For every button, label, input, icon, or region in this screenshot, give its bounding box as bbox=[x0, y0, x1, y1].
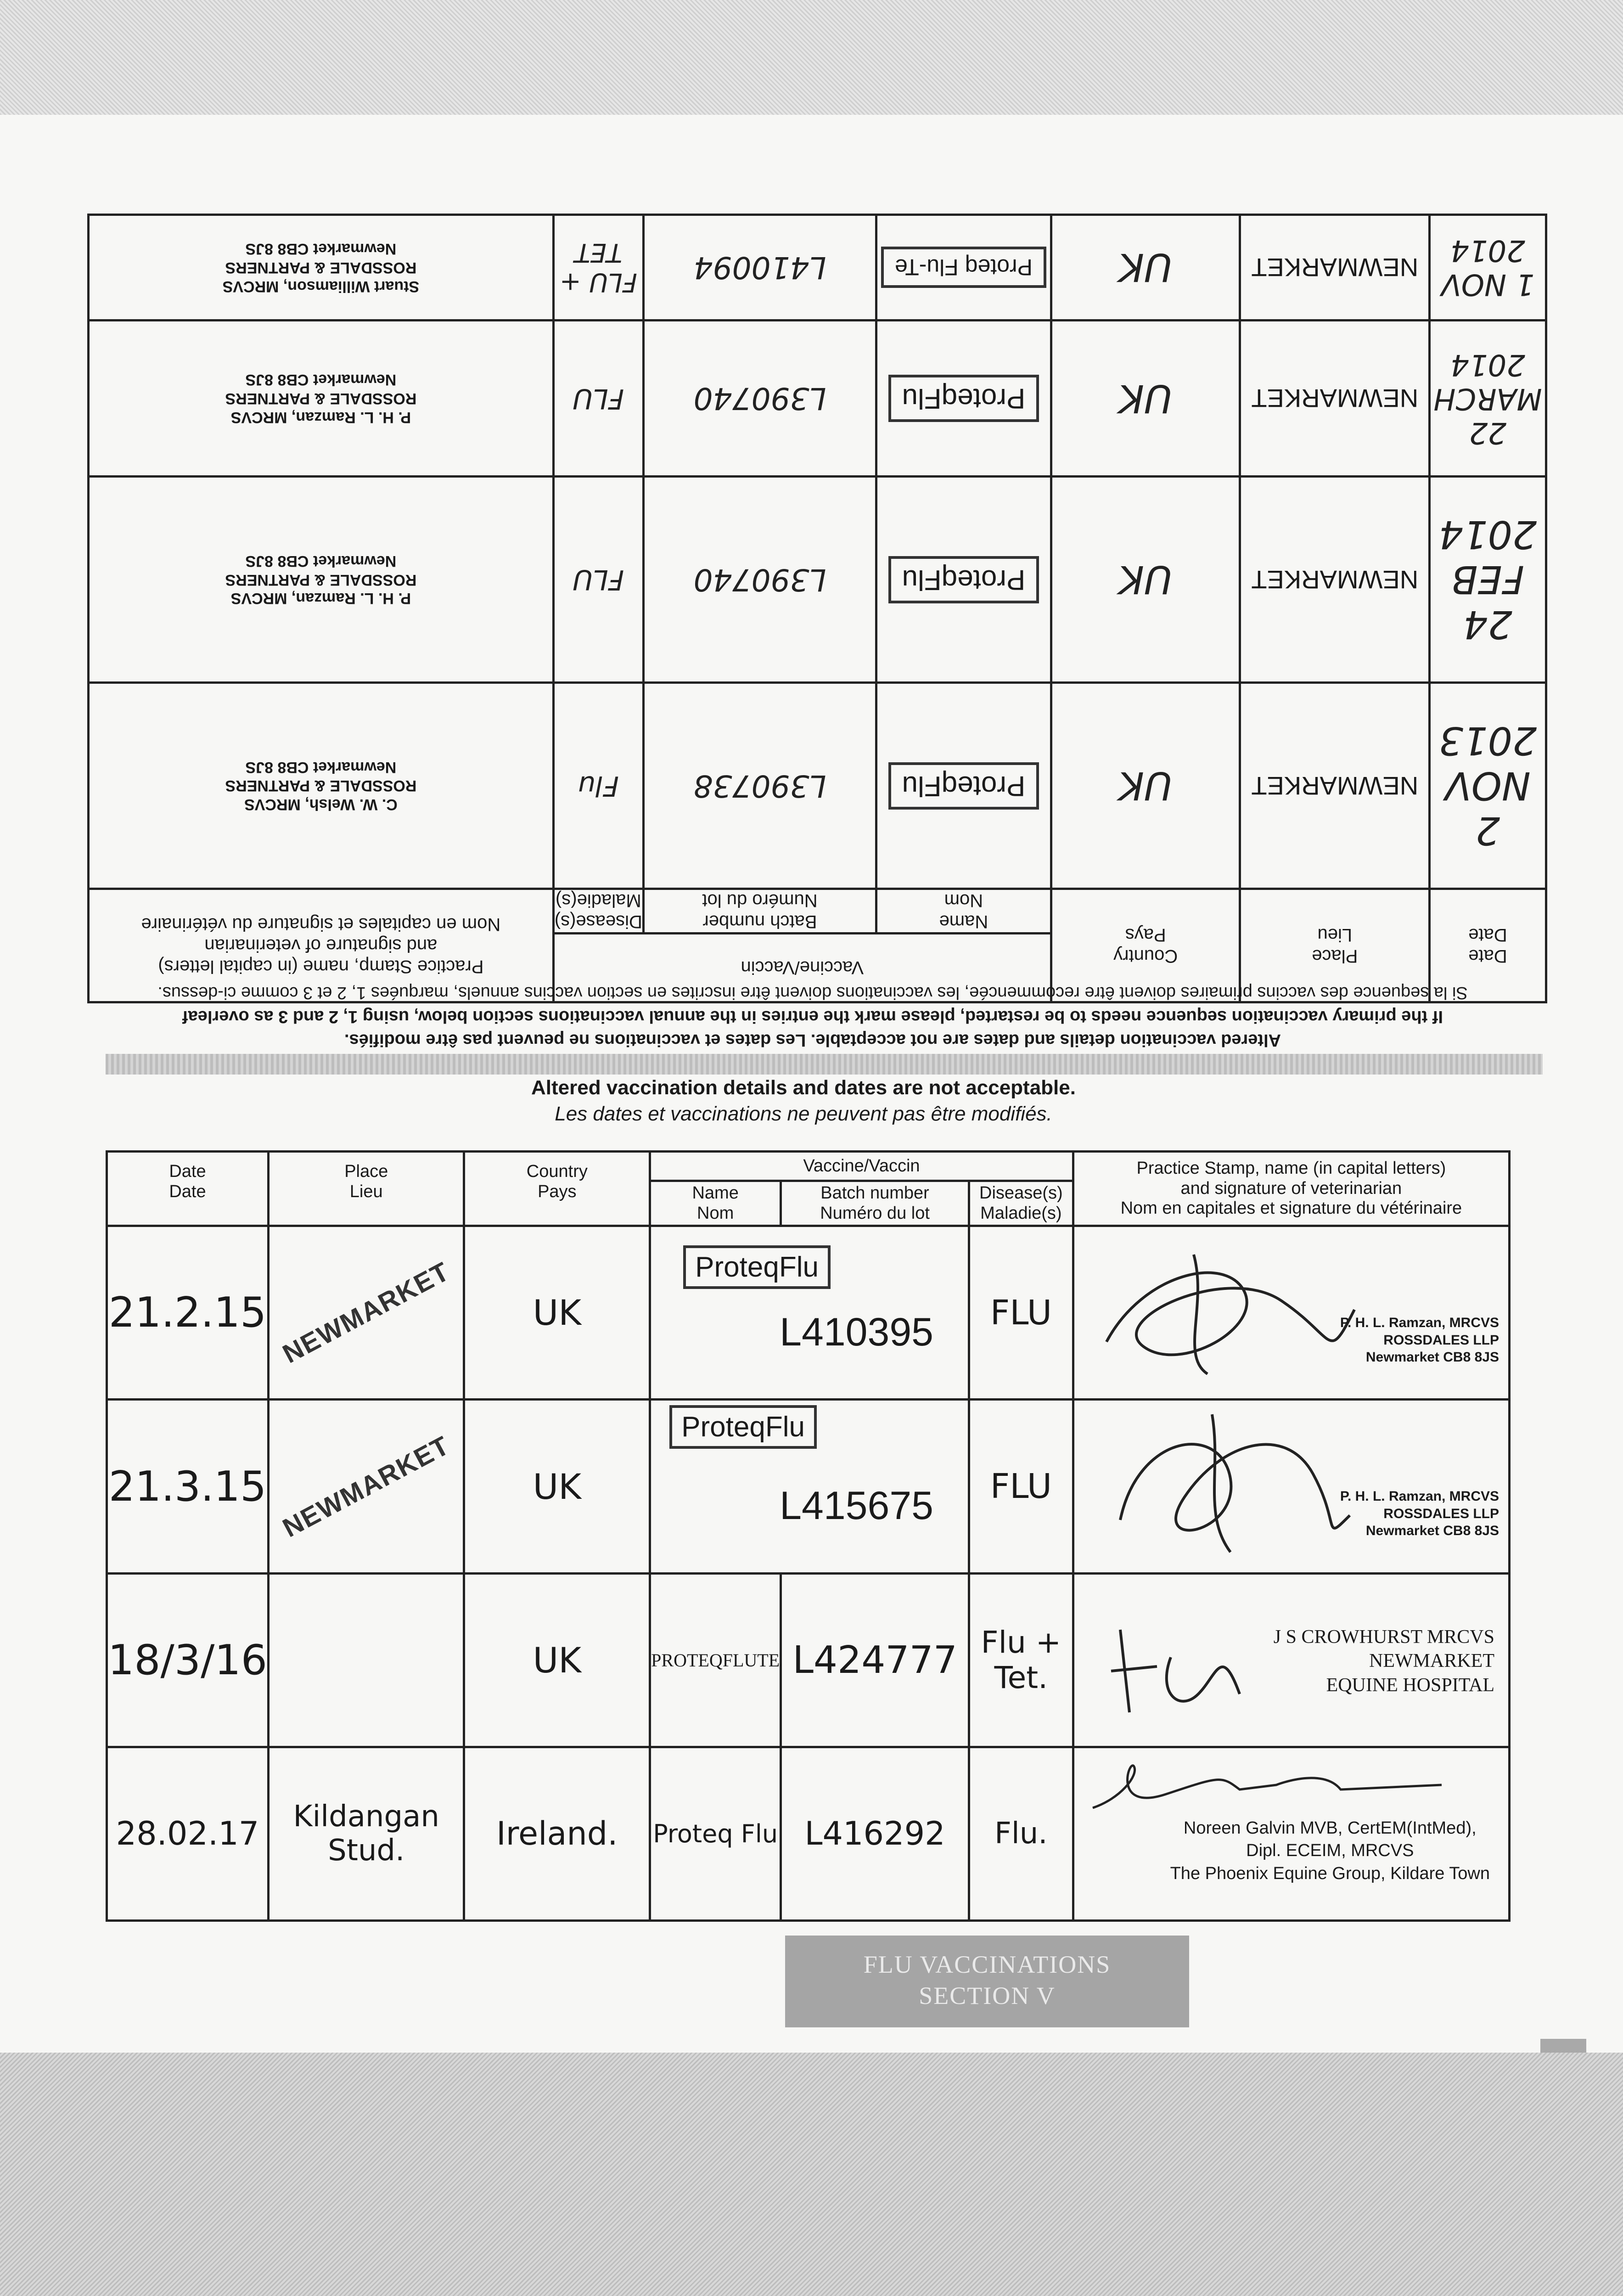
vet-stamp-text: J S CROWHURST MRCVS NEWMARKET EQUINE HOSPITAL bbox=[1273, 1626, 1494, 1696]
row-name: ProteqFlu bbox=[683, 1245, 831, 1289]
row-country: UK bbox=[464, 1400, 650, 1573]
vet-signature-icon bbox=[1102, 1602, 1267, 1722]
flipped-disease: FLU bbox=[553, 477, 643, 683]
flipped-vet-stamp: C. W. Welsh, MRCVS ROSSDALE & PARTNERS Newmarket CB8 8JS bbox=[89, 683, 554, 889]
row-batch: L416292 bbox=[781, 1747, 969, 1920]
flipped-row-2 bbox=[89, 320, 1546, 477]
row-date: 21.3.15 bbox=[107, 1400, 269, 1573]
flipped-vet-stamp: P. H. L. Ramzan, MRCVS ROSSDALE & PARTNERS Newmarket CB8 8JS bbox=[89, 320, 554, 477]
flipped-name: ProteqFlu bbox=[876, 683, 1051, 889]
flipped-country: UK bbox=[1051, 320, 1240, 477]
vet-stamp-text: P. H. L. Ramzan, MRCVS ROSSDALES LLP Newmarket CB8 8JS bbox=[1340, 1315, 1499, 1365]
row-vet bbox=[1073, 1400, 1509, 1573]
flipped-disease: FLU + TET bbox=[553, 215, 643, 321]
flipped-header-vaccine: Vaccine/Vaccin bbox=[553, 934, 1051, 1002]
row-date: 28.02.17 bbox=[107, 1747, 269, 1920]
header-name: Name Nom bbox=[650, 1181, 781, 1226]
alteration-notice bbox=[138, 1075, 1469, 1127]
row-place: NEWMARKET bbox=[268, 1400, 464, 1573]
flipped-disease: FLU bbox=[553, 320, 643, 477]
header-batch: Batch number Numéro du lot bbox=[781, 1181, 969, 1226]
flipped-place: NEWMARKET bbox=[1240, 477, 1430, 683]
flipped-header-place: Place Lieu bbox=[1240, 889, 1430, 1002]
flipped-date: 22 MARCH 2014 bbox=[1430, 320, 1546, 477]
flipped-notice-line1: Altered vaccination details and dates are not acceptable. Les dates et vaccinations ne peuvent pas être modifiés. bbox=[344, 1030, 1281, 1050]
scan-border-bottom bbox=[0, 2053, 1623, 2296]
vaccination-row bbox=[107, 1747, 1510, 1920]
flipped-notice bbox=[83, 969, 1543, 1052]
flipped-date: 24 FEB 2014 bbox=[1430, 477, 1546, 683]
flipped-batch: L390738 bbox=[643, 683, 876, 889]
flipped-row-1 bbox=[89, 215, 1546, 321]
section-label-line1: FLU VACCINATIONS bbox=[863, 1951, 1111, 1978]
row-place: Kildangan Stud. bbox=[268, 1747, 464, 1920]
row-date: 21.2.15 bbox=[107, 1226, 269, 1400]
section-label bbox=[785, 1936, 1189, 2027]
row-vet bbox=[1073, 1226, 1509, 1400]
flipped-place: NEWMARKET bbox=[1240, 215, 1430, 321]
flu-vaccination-table bbox=[106, 1150, 1511, 1922]
flipped-header-batch: Batch number Numéro du lot bbox=[643, 889, 876, 934]
flipped-country: UK bbox=[1051, 477, 1240, 683]
row-name: Proteq Flu bbox=[650, 1747, 781, 1920]
row-vet bbox=[1073, 1573, 1509, 1747]
flipped-table-rows bbox=[87, 214, 1547, 1003]
row-disease: FLU bbox=[969, 1400, 1073, 1573]
flipped-row-3 bbox=[89, 477, 1546, 683]
row-disease: FLU bbox=[969, 1226, 1073, 1400]
row-country: UK bbox=[464, 1226, 650, 1400]
row-name-batch bbox=[650, 1400, 969, 1573]
flipped-name: ProteqFlu bbox=[876, 477, 1051, 683]
flipped-country: UK bbox=[1051, 215, 1240, 321]
row-batch: L410395 bbox=[780, 1310, 933, 1355]
header-date: Date Date bbox=[107, 1152, 269, 1226]
notice-line-en: Altered vaccination details and dates are not acceptable. bbox=[531, 1076, 1076, 1099]
row-name-batch bbox=[650, 1226, 969, 1400]
header-place: Place Lieu bbox=[268, 1152, 464, 1226]
flipped-vet-stamp: P. H. L. Ramzan, MRCVS ROSSDALE & PARTNERS Newmarket CB8 8JS bbox=[89, 477, 554, 683]
flipped-country: UK bbox=[1051, 683, 1240, 889]
flipped-header-name: Name Nom bbox=[876, 889, 1051, 934]
row-disease: Flu. bbox=[969, 1747, 1073, 1920]
row-name: PROTEQFLUTE bbox=[650, 1573, 781, 1747]
row-date: 18/3/16 bbox=[107, 1573, 269, 1747]
vet-signature-icon bbox=[1084, 1757, 1451, 1822]
page-divider-band bbox=[106, 1054, 1543, 1075]
flipped-batch: L410094 bbox=[643, 215, 876, 321]
flipped-header-date: Date Date bbox=[1430, 889, 1546, 1002]
header-stamp: Practice Stamp, name (in capital letters) and signature of veterinarian Nom en capitales et signature du vétérinaire bbox=[1073, 1152, 1509, 1226]
flipped-disease: Flu bbox=[553, 683, 643, 889]
row-country: UK bbox=[464, 1573, 650, 1747]
vet-stamp-text: Noreen Galvin MVB, CertEM(IntMed), Dipl. ECEIM, MRCVS The Phoenix Equine Group, Kildare Town bbox=[1170, 1818, 1490, 1883]
flipped-place: NEWMARKET bbox=[1240, 320, 1430, 477]
flipped-header-disease: Disease(s) Maladie(s) bbox=[553, 889, 643, 934]
vet-signature-icon bbox=[1093, 1405, 1368, 1557]
flipped-batch: L390740 bbox=[643, 320, 876, 477]
flipped-vet-stamp: Stuart Williamson, MRCVS ROSSDALE & PARTNERS Newmarket CB8 8JS bbox=[89, 215, 554, 321]
vaccination-row bbox=[107, 1400, 1510, 1573]
row-place bbox=[268, 1573, 464, 1747]
flipped-row-4 bbox=[89, 683, 1546, 889]
header-vaccine: Vaccine/Vaccin bbox=[650, 1152, 1073, 1181]
row-batch: L415675 bbox=[780, 1484, 933, 1528]
flipped-name: ProteqFlu bbox=[876, 320, 1051, 477]
flipped-header-country: Country Pays bbox=[1051, 889, 1240, 1002]
section-label-line2: SECTION V bbox=[919, 1981, 1056, 2009]
vaccination-row bbox=[107, 1573, 1510, 1747]
vaccination-row bbox=[107, 1226, 1510, 1400]
flipped-date: 2 NOV 2013 bbox=[1430, 683, 1546, 889]
flipped-notice-line2: If the primary vaccination sequence needs to be restarted, please mark the entries in the annual vaccinations section below, using 1, 2 and 3 as overleaf bbox=[182, 1007, 1443, 1026]
flipped-date: 1 NOV 2014 bbox=[1430, 215, 1546, 321]
row-country: Ireland. bbox=[464, 1747, 650, 1920]
vet-signature-icon bbox=[1088, 1236, 1373, 1383]
header-disease: Disease(s) Maladie(s) bbox=[969, 1181, 1073, 1226]
row-batch: L424777 bbox=[781, 1573, 969, 1747]
flipped-batch: L390740 bbox=[643, 477, 876, 683]
row-place: NEWMARKET bbox=[268, 1226, 464, 1400]
row-disease: Flu + Tet. bbox=[969, 1573, 1073, 1747]
flipped-name: Proteq Flu-Te bbox=[876, 215, 1051, 321]
flipped-place: NEWMARKET bbox=[1240, 683, 1430, 889]
header-country: Country Pays bbox=[464, 1152, 650, 1226]
vet-stamp-text: P. H. L. Ramzan, MRCVS ROSSDALES LLP Newmarket CB8 8JS bbox=[1340, 1489, 1499, 1539]
notice-line-fr: Les dates et vaccinations ne peuvent pas être modifiés. bbox=[555, 1103, 1052, 1125]
row-name: ProteqFlu bbox=[669, 1405, 817, 1449]
scan-border-top bbox=[0, 0, 1623, 115]
row-vet bbox=[1073, 1747, 1509, 1920]
flipped-header-stamp: Practice Stamp, name (in capital letters) and signature of veterinarian Nom en capitales et signature du vétérinaire bbox=[89, 889, 554, 1002]
flipped-notice-line3: Si la sequence des vaccins primaires doivent être recommencée, les vaccinations doivent être inscrites en section vaccins annuels, marquées 1, 2 et 3 comme ci-dessus. bbox=[157, 983, 1468, 1003]
